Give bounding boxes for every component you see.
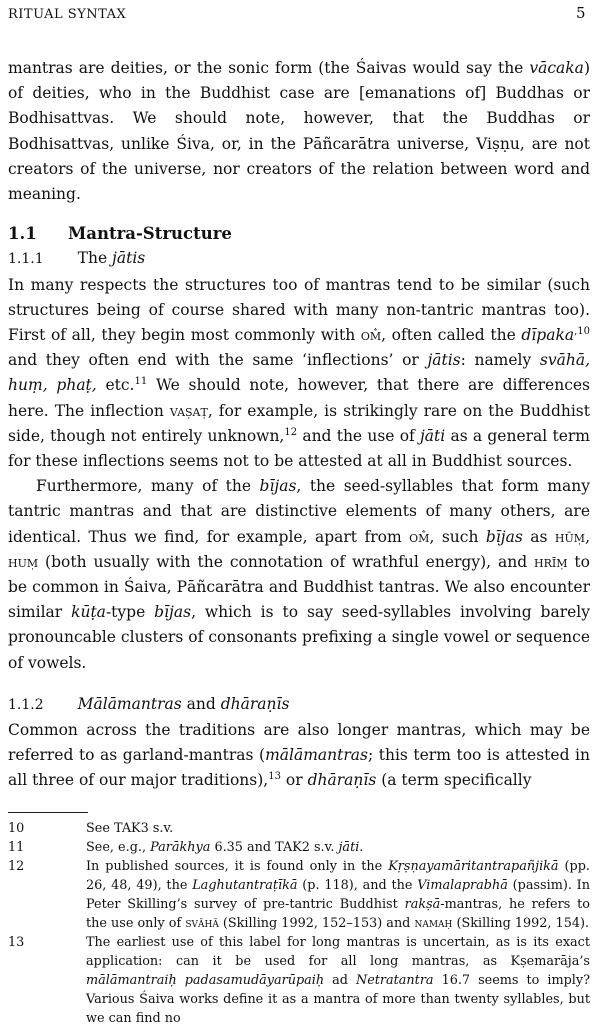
running-title: RITUAL SYNTAX <box>8 7 127 22</box>
text-run: Mālāmantras <box>77 694 182 713</box>
footnote-ref: 13 <box>268 771 281 783</box>
text-run: , the seed-syllables that form many tantric mantras and that are distinctive elements of many others, are identical. Thus we find, for example, apart from <box>8 477 590 546</box>
paragraph-2 <box>8 273 590 475</box>
text-run: mālāmantras <box>265 746 368 765</box>
text-run: (Skilling 1992, 154). <box>452 915 590 931</box>
text-run: jātis <box>112 249 146 268</box>
footnote <box>8 838 590 857</box>
footnote-text <box>86 838 590 857</box>
text-run: mālāmantraiḥ padasamudāyarūpaiḥ <box>86 972 325 988</box>
text-run: and they often end with the same ‘inflections’ or <box>8 351 428 370</box>
text-run: See TAK3 s.v. <box>86 820 174 836</box>
text-run: (pp. 26, 48, 49), the <box>86 858 590 893</box>
text-run: om̐ <box>409 527 430 546</box>
text-run: , <box>585 527 590 546</box>
text-run: , for example, is strikingly rare on the Buddhist side, though not entirely unknown, <box>8 401 590 445</box>
text-run: bījas <box>154 603 192 622</box>
text-run: jātis <box>427 351 461 370</box>
paragraph-1 <box>8 56 590 207</box>
paragraph-4 <box>8 718 590 794</box>
section-title: Mantra-Structure <box>68 224 232 244</box>
paragraph-3 <box>8 474 590 676</box>
text-run: dhāraṇīs <box>307 771 377 790</box>
text-run: Parākhya <box>150 839 211 855</box>
text-run: (passim). In Peter Skilling’s survey of pre-tantric Buddhist <box>86 877 590 912</box>
text-run: We should note, however, that there are differences here. The inflection <box>8 376 590 420</box>
text-run: and the use of <box>297 426 420 445</box>
text-run: om̐ <box>360 326 382 345</box>
footnote-number: 10 <box>8 820 25 836</box>
page-number: 5 <box>575 4 586 22</box>
text-run: , which is to say seed-syllables involving barely pronouncable clusters of consonants prefixing a single vowel or sequence of vowels. <box>8 603 590 672</box>
text-run: huṃ <box>8 552 39 571</box>
footnote <box>8 933 590 1028</box>
text-run: , such <box>429 527 486 546</box>
text-run: 16.7 seems to imply? Various Śaiva works define it as a mantra of more than twenty syllables, but we can find no <box>86 972 590 1026</box>
text-run: Vimalaprabhā <box>417 877 508 893</box>
subsection-title-1 <box>78 246 146 271</box>
footnotes <box>8 819 590 1028</box>
text-run: svāhā <box>185 915 219 931</box>
text-run: The <box>77 249 113 268</box>
section-heading <box>8 221 590 246</box>
footnote-number: 13 <box>8 934 25 950</box>
text-run: ; this term too is attested in all three of our major traditions), <box>8 746 590 790</box>
text-run: Laghutantraṭīkā <box>192 877 298 893</box>
text-run: dhāraṇīs <box>220 694 290 713</box>
text-run: (p. 118), and the <box>297 877 418 893</box>
subsection-heading-1 <box>8 246 590 272</box>
text-run: : namely <box>460 351 540 370</box>
text-run: ad <box>324 972 356 988</box>
text-run: jāti <box>420 426 446 445</box>
text-run: hūṃ <box>554 527 586 546</box>
text-run: (a term specifically <box>376 771 532 790</box>
text-run: kūṭa <box>71 603 106 622</box>
text-run: svāhā, huṃ, phaṭ, <box>8 351 590 395</box>
footnote-number: 12 <box>8 858 25 874</box>
text-run: as <box>522 527 555 546</box>
footnote-ref: ,10 <box>574 325 590 337</box>
text-run: In many respects the structures too of mantras tend to be similar (such structures being of course shared with many non-tantric mantras too). First of all, they begin most commonly with <box>8 275 590 345</box>
text-run: jāti. <box>338 839 364 855</box>
footnote-text <box>86 819 590 838</box>
text-run: hrīṃ <box>534 552 568 571</box>
text-run: as a general term for these inflections seems not to be attested at all in Buddhist sources. <box>8 426 590 471</box>
text-run: Furthermore, many of the <box>36 477 260 496</box>
subsection-number-1: 1.1.1 <box>8 251 44 268</box>
text-run: vācaka <box>529 59 584 77</box>
text-run: to be common in Śaiva, Pāñcarātra and Buddhist tantras. We also encounter similar <box>8 552 590 622</box>
text-run: The earliest use of this label for long mantras is uncertain, as is its exact application: can it be used for all long mantras, as Kṣemarāja’s <box>86 934 590 969</box>
footnote-rule <box>8 812 88 813</box>
footnote <box>8 857 590 933</box>
text-run: See, e.g., <box>86 839 151 855</box>
footnote-text <box>86 933 590 1028</box>
text-run: (both usually with the connotation of wrathful energy), and <box>38 552 535 571</box>
footnote-text <box>86 857 590 933</box>
subsection-title-2 <box>78 692 290 717</box>
text-run: In published sources, it is found only in the <box>86 858 389 874</box>
text-run: ) of deities, who in the Buddhist case are [emanations of] Buddhas or Bodhisattvas. We should note, however, that the Buddhas or Bodhisattvas, unlike Śiva, or, in the Pāñcarātra universe, Viṣṇu, are not creators of the universe, nor creators of the relation between word and meaning. <box>8 59 590 204</box>
text-run: -mantras, he refers to the use only of <box>86 896 590 931</box>
text-run: -type <box>105 603 155 622</box>
footnote-ref: 11 <box>134 376 148 388</box>
subsection-number-2: 1.1.2 <box>8 696 44 713</box>
text-run: (Skilling 1992, 152–153) and <box>218 915 415 931</box>
footnote <box>8 819 590 838</box>
running-head <box>8 4 586 22</box>
text-run: etc. <box>96 376 135 395</box>
text-run: , often called the <box>381 326 522 345</box>
section-number: 1.1 <box>8 224 37 244</box>
spacer <box>8 676 590 692</box>
text-run: and <box>181 694 221 713</box>
text-run: dīpaka <box>521 326 575 345</box>
subsection-heading-2 <box>8 692 590 718</box>
text-run: Common across the traditions are also longer mantras, which may be referred to as garland-mantras ( <box>8 721 590 765</box>
text-run: or <box>280 771 308 790</box>
page-body <box>8 56 590 1028</box>
text-run: vaṣaṭ <box>169 401 208 420</box>
text-run: namaḥ <box>414 915 453 931</box>
text-run: 6.35 and TAK2 s.v. <box>210 839 339 855</box>
text-run: bījas <box>259 477 297 496</box>
text-run: bījas <box>485 527 523 546</box>
text-run: mantras are deities, or the sonic form (the Śaivas would say the <box>8 59 530 77</box>
text-run: Netratantra <box>356 972 434 988</box>
footnote-ref: 12 <box>284 426 298 438</box>
text-run: rakṣā <box>404 896 441 912</box>
text-run: Kṛṣṇayamāritantrapañjikā <box>388 858 559 874</box>
footnote-number: 11 <box>8 839 25 855</box>
